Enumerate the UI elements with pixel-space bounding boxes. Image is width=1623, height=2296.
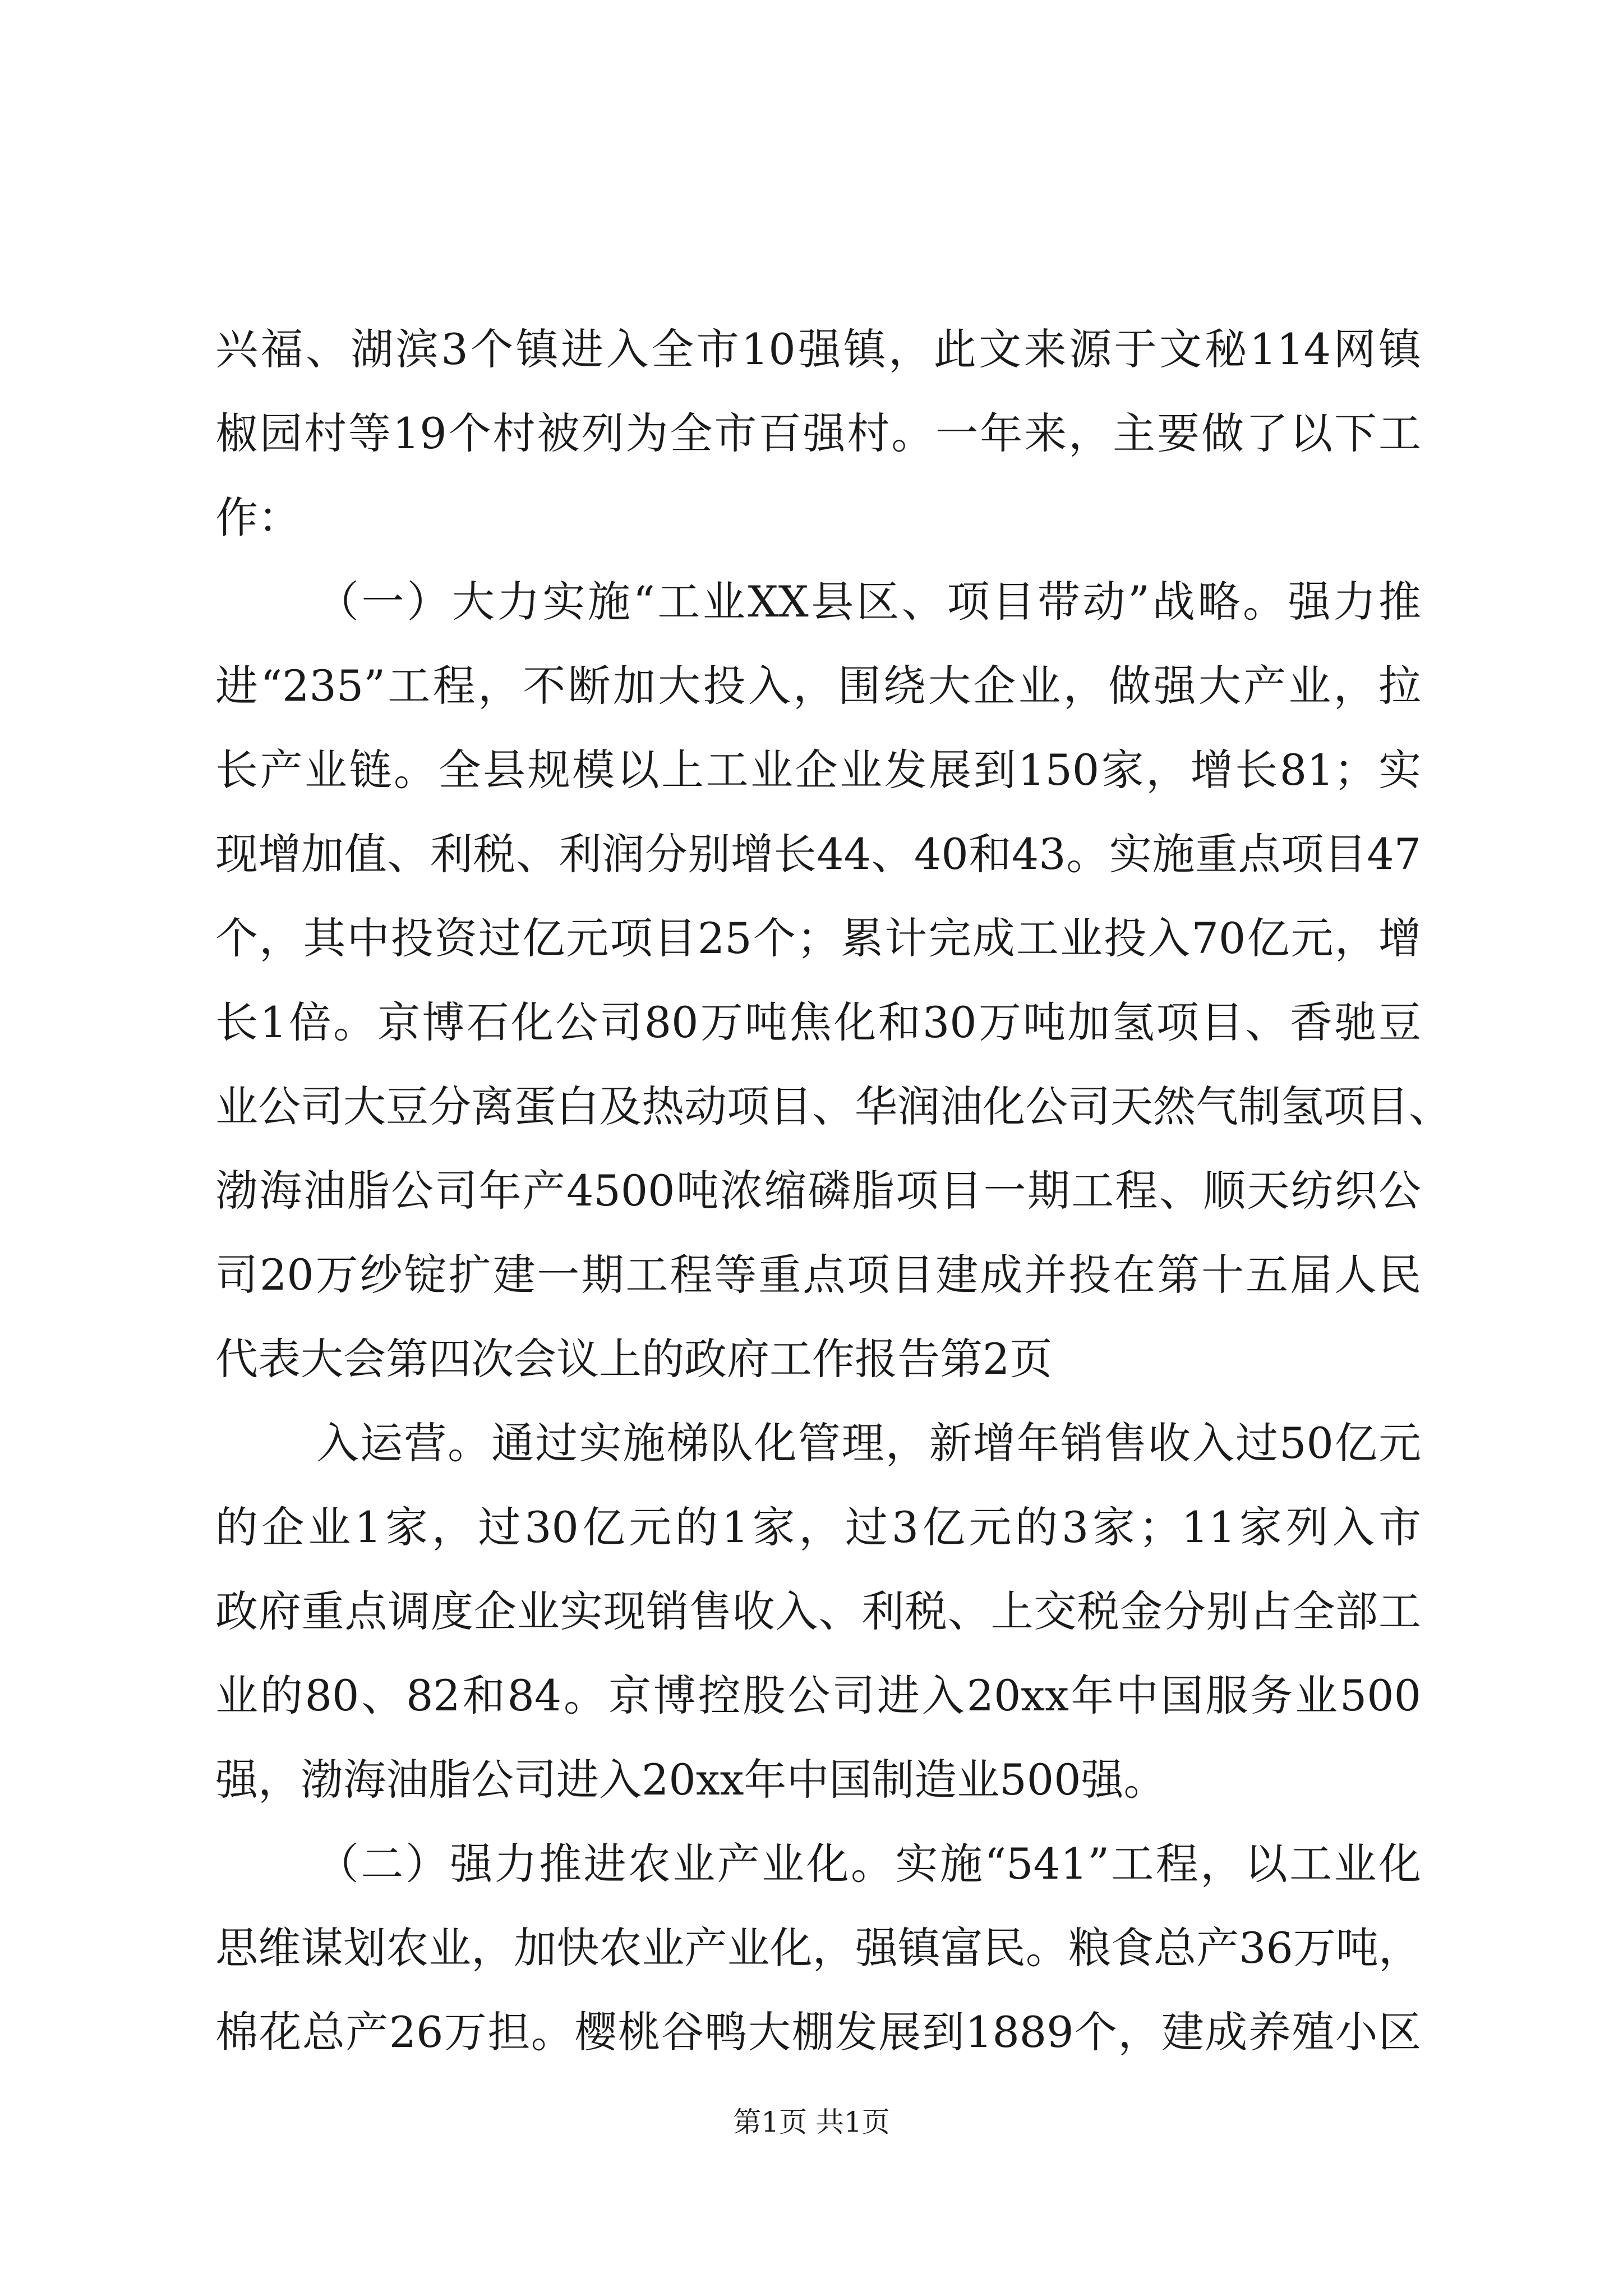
page-footer: 第1页 共1页	[733, 2106, 890, 2138]
text-line: 长1倍。京博石化公司80万吨焦化和30万吨加氢项目、香驰豆	[215, 997, 1421, 1047]
text-line: 椒园村等19个村被列为全市百强村。一年来，主要做了以下工	[215, 408, 1421, 458]
text-line: 现增加值、利税、利润分别增长44、40和43。实施重点项目47	[215, 829, 1421, 879]
text-line: 的企业1家，过30亿元的1家，过3亿元的3家；11家列入市	[215, 1502, 1421, 1552]
text-line: 渤海油脂公司年产4500吨浓缩磷脂项目一期工程、顺天纺织公	[215, 1166, 1421, 1216]
paragraph-first-line: （一）大力实施“工业XX县区、项目带动”战略。强力推	[316, 577, 1421, 627]
paragraph-first-line: （二）强力推进农业产业化。实施“541”工程，以工业化	[316, 1839, 1421, 1889]
paragraph-first-line: 入运营。通过实施梯队化管理，新增年销售收入过50亿元	[316, 1418, 1421, 1468]
text-line: 司20万纱锭扩建一期工程等重点项目建成并投在第十五届人民	[215, 1250, 1421, 1300]
text-line: 政府重点调度企业实现销售收入、利税、上交税金分别占全部工	[215, 1586, 1421, 1636]
text-line: 个，其中投资过亿元项目25个；累计完成工业投入70亿元，增	[215, 913, 1421, 963]
text-line: 进“235”工程，不断加大投入，围绕大企业，做强大产业，拉	[215, 661, 1421, 711]
text-line: 代表大会第四次会议上的政府工作报告第2页	[215, 1334, 1053, 1384]
text-line: 思维谋划农业，加快农业产业化，强镇富民。粮食总产36万吨，	[215, 1923, 1421, 1973]
text-line: 业公司大豆分离蛋白及热动项目、华润油化公司天然气制氢项目、	[215, 1082, 1451, 1131]
text-line: 强，渤海油脂公司进入20xx年中国制造业500强。	[215, 1755, 1166, 1805]
text-line: 兴福、湖滨3个镇进入全市10强镇，此文来源于文秘114网镇	[215, 324, 1421, 374]
text-line: 业的80、82和84。京博控股公司进入20xx年中国服务业500	[215, 1671, 1421, 1720]
text-line: 作：	[215, 493, 301, 542]
text-line: 长产业链。全县规模以上工业企业发展到150家，增长81；实	[215, 745, 1421, 795]
body-text	[215, 307, 1451, 2074]
text-line: 棉花总产26万担。樱桃谷鸭大棚发展到1889个，建成养殖小区	[215, 2007, 1421, 2057]
